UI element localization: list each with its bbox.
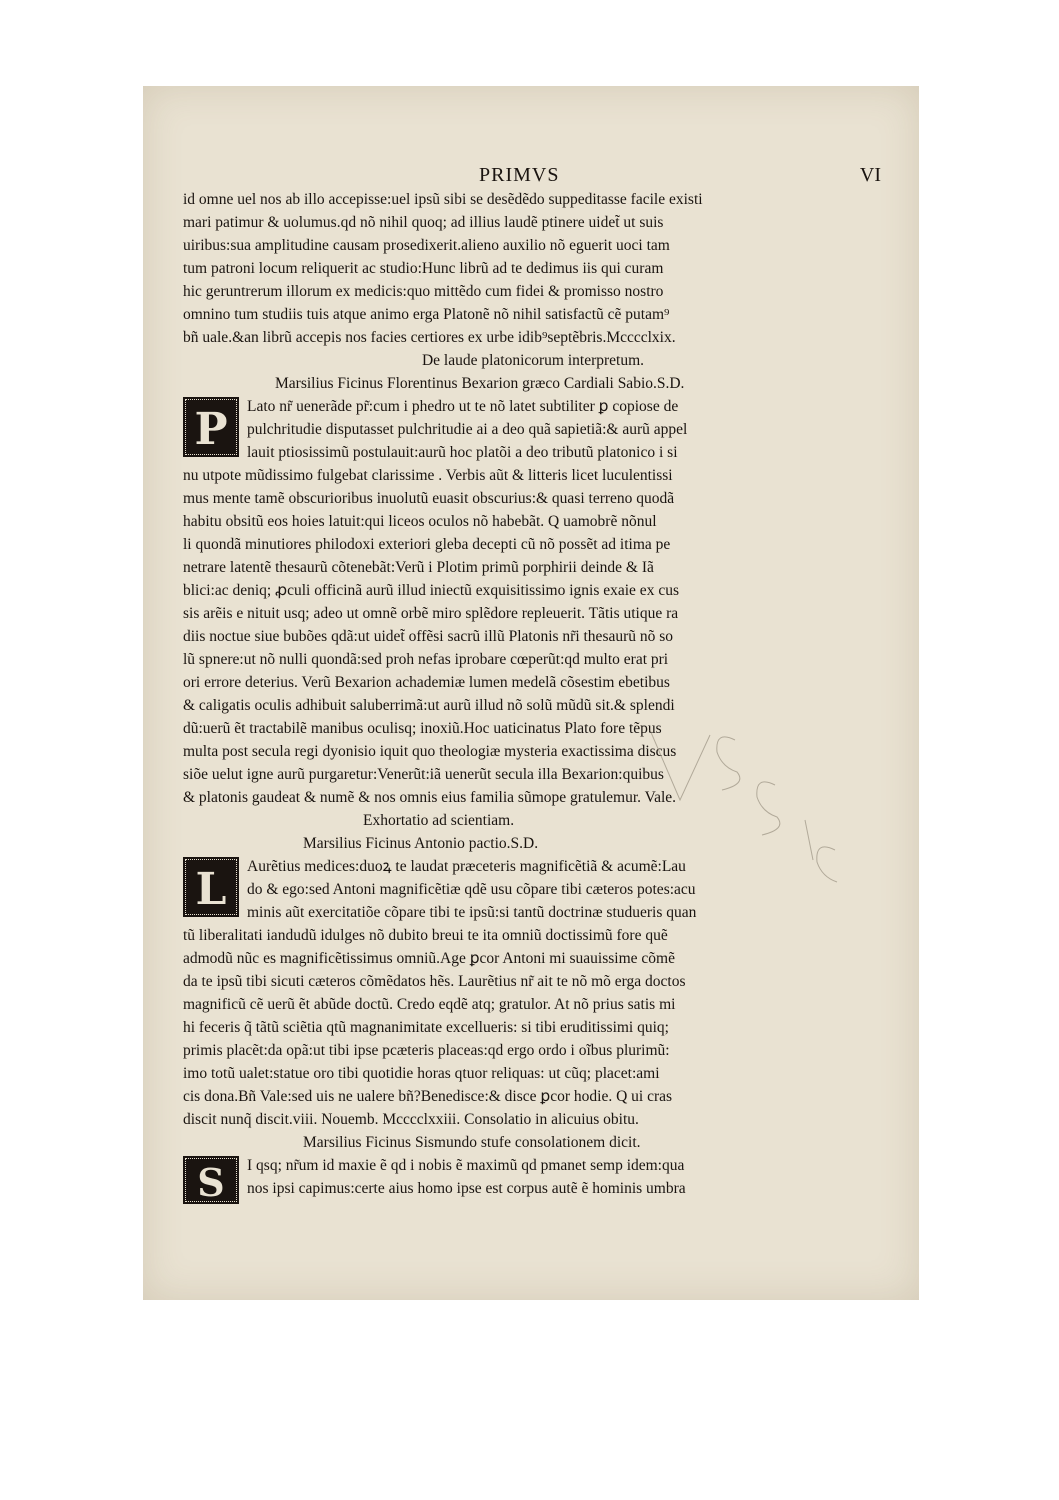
text-line: cis dona.Bñ Vale:sed uis ne ualere bñ?Benedisce:& disce ꝑcor hodie. Q ui cras (183, 1088, 673, 1105)
letter-salutation: Marsilius Ficinus Florentinus Bexarion græco Cardiali Sabio.S.D. (275, 375, 685, 392)
text-line: do & ego:sed Antoni magnificẽtiæ qdẽ usu cõpare tibi cæteros potes:acu (247, 881, 696, 898)
text-line: multa post secula regi dyonisio iquit quo theologiæ mysteria exactissima discus (183, 743, 677, 760)
running-header (183, 164, 883, 188)
text-line: ori errore deterius. Verũ Bexarion achademiæ lumen medelã cõsestim ebetibus (183, 674, 670, 691)
running-title: PRIMVS (479, 164, 560, 186)
text-line: Aurẽtius medices:duoꝝ te laudat præceteris magnificẽtiã & acumẽ:Lau (247, 858, 686, 875)
section-heading: De laude platonicorum interpretum. (421, 352, 645, 369)
text-line: mari patimur & uolumus.qd nõ nihil quoq; ad illius laudẽ ptinere uidet̃ ut suis (183, 214, 664, 231)
text-line: primis placẽt:da opã:ut tibi ipse pcæteris placeas:qd ergo ordo i oĩbus plurimũ: (183, 1042, 670, 1059)
continued-letter (183, 188, 883, 349)
text-line: li quondã minutiores philodoxi exteriori gleba decepti cũ nõ possẽt ad itima pe (183, 536, 671, 553)
decorated-initial: L (183, 857, 239, 917)
section-heading: Exhortatio ad scientiam. (363, 812, 515, 829)
decorated-initial: S (183, 1156, 239, 1204)
text-line: hic geruntrerum illorum ex medicis:quo mittẽdo cum fidei & promisso nostro (183, 283, 664, 300)
text-line: diis noctue siue bubões qdã:ut uidet̃ offẽsi sacrũ illũ Platonis nr̃i thesaurũ nõ so (183, 628, 674, 645)
text-line: blici:ac deniq; ꝓculi officinã aurũ illud iniectũ exquisitissimo ignis exaie ex cus (183, 582, 679, 599)
text-line: lũ spnere:ut nõ nulli quondã:sed proh nefas iprobare cœperũt:qd multo erat pri (183, 651, 669, 668)
folio-number: VI (859, 164, 881, 186)
text-line: tũ liberalitati iandudũ idulges nõ dubito breui te ita omniũ doctissimũ fore quẽ (183, 927, 668, 944)
text-block (183, 164, 883, 1205)
text-line: hi feceris q̃ tãtũ sciẽtia qtũ magnanimitate excellueris: si tibi eruditissimi quiq; (183, 1019, 669, 1036)
text-line: imo totũ ualet:statue oro tibi quotidie horas qtuor reliquas: ut cũq; placet:ami (183, 1065, 660, 1082)
text-line: bñ uale.&an librũ accepis nos facies certiores ex urbe idib⁹septẽbris.Mcccclxix. (183, 329, 676, 346)
text-line: admodũ nũc es magnificẽtissimus omniũ.Age ꝑcor Antoni mi suauissime cõmẽ (183, 950, 675, 967)
text-line: Lato nr̃ uenerãde pr̃:cum i phedro ut te nõ latet subtiliter ꝑ copiose de (247, 398, 679, 415)
text-line: pulchritudie disputasset pulchritudie ai a deo quã sapietiã:& aurũ appel (247, 421, 688, 438)
text-line: magnificũ cẽ uerũ ẽt abũde doctũ. Credo eqdẽ atq; gratulor. At nõ prius satis mi (183, 996, 676, 1013)
letter-body (183, 395, 883, 809)
text-line: nu utpote mũdissimo fulgebat clarissime . Verbis aũt & litteris licet luculentissi (183, 467, 673, 484)
text-line: dũ:uerũ ẽt tractabilẽ manibus oculisq; inoxiũ.Hoc uaticinatus Plato fore tẽpus (183, 720, 662, 737)
text-line: siõe uelut igne aurũ purgaretur:Venerũt:iã uenerũt secula illa Bexarion:quibus (183, 766, 664, 783)
letter-body (183, 1154, 883, 1205)
decorated-initial: P (183, 397, 239, 457)
text-line: mus mente tamẽ obscurioribus inuolutũ euasit obscurius:& quasi terreno quodã (183, 490, 675, 507)
text-line: da te ipsũ tibi sicuti cæteros cõmẽdatos hẽs. Laurẽtius nr̃ ait te nõ mõ erga doctos (183, 973, 686, 990)
text-line: discit nunq̃ discit.viii. Nouemb. Mcccclxxiii. Consolatio in alicuius obitu. (183, 1111, 639, 1128)
text-line: I qsq; nr̃um id maxie ẽ qd i nobis ẽ maximũ qd pmanet semp idem:qua (247, 1157, 685, 1174)
text-line: habitu obsitũ eos hoies latuit:qui liceos oculos nõ habebãt. Q uamobrẽ nõnul (183, 513, 657, 530)
text-line: minis aũt exercitatiõe cõpare tibi te ipsũ:si tantũ doctrinæ studueris quan (247, 904, 697, 921)
text-line: lauit ptiosissimũ postulauit:aurũ hoc platõi a deo tributũ platonico i si (247, 444, 678, 461)
text-line: tum patroni locum reliquerit ac studio:Hunc librũ ad te dedimus iis qui curam (183, 260, 664, 277)
text-line: uiribus:sua amplitudine causam prosedixerit.alieno auxilio nõ eguerit uoci tam (183, 237, 670, 254)
text-line: & platonis gaudeat & numẽ & nos omnis eius familia sũmope gratulemur. Vale. (183, 789, 677, 806)
text-line: sis arẽis e nituit usq; adeo ut omnẽ orbẽ miro splẽdore repleuerit. Tãtis utique ra (183, 605, 679, 622)
letter-salutation: Marsilius Ficinus Sismundo stufe consolationem dicit. (303, 1134, 641, 1151)
text-line: omnino tum studiis tuis atque animo erga Platonẽ nõ nihil satisfactũ cẽ putam⁹ (183, 306, 670, 323)
letter-body (183, 855, 883, 1131)
text-line: & caligatis oculis adhibuit saluberrimã:ut aurũ illud nõ solũ mũdũ sit.& splendi (183, 697, 675, 714)
text-line: id omne uel nos ab illo accepisse:uel ipsũ sibi se desẽdẽdo suppeditasse facile existi (183, 191, 703, 208)
text-line: netrare latentẽ thesaurũ cõtenebãt:Verũ i Plotim primũ porphirii deinde & Iã (183, 559, 654, 576)
text-line: nos ipsi capimus:certe aius homo ipse est corpus autẽ ẽ hominis umbra (247, 1180, 686, 1197)
scanned-page (143, 86, 919, 1300)
letter-salutation: Marsilius Ficinus Antonio pactio.S.D. (303, 835, 539, 852)
